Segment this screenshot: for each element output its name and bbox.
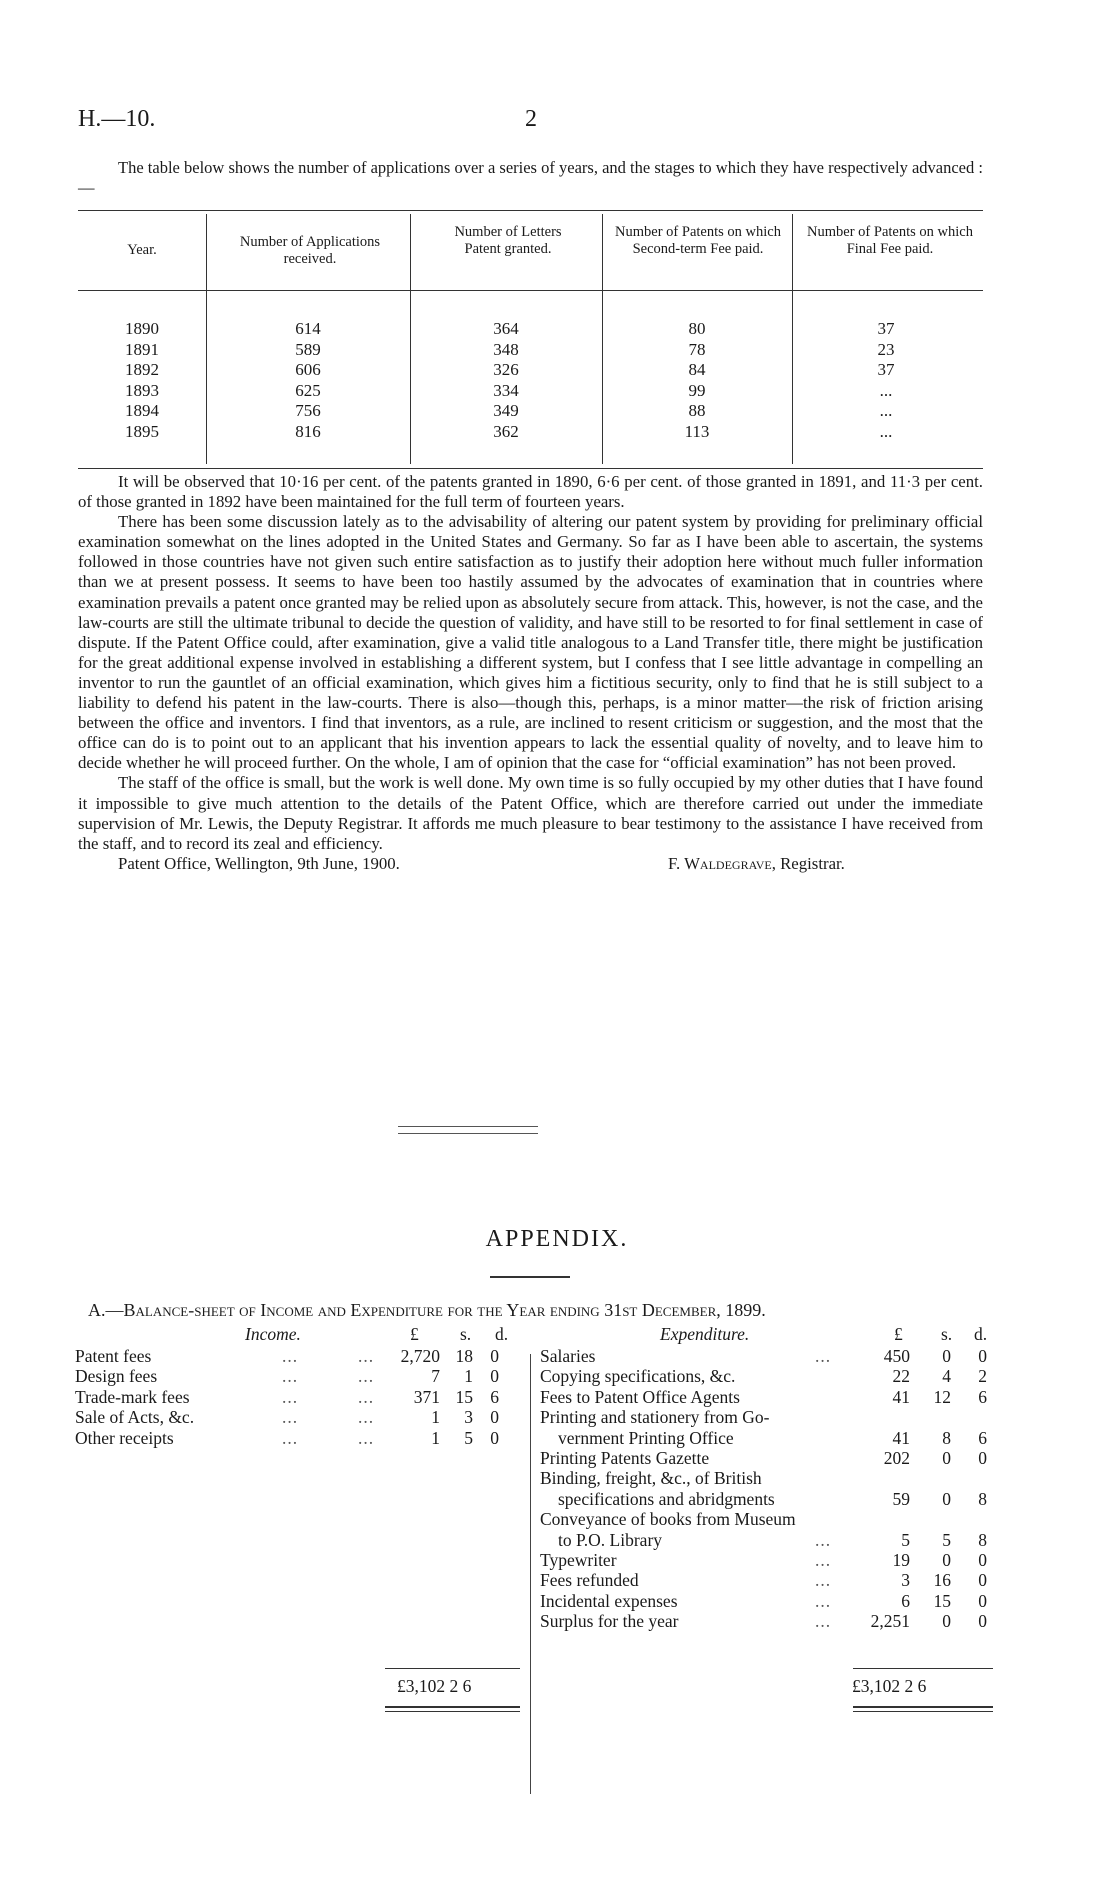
expenditure-item-label-continued: vernment Printing Office [558, 1427, 734, 1448]
income-item-shillings: 15 [455, 1386, 473, 1407]
column-divider [792, 214, 793, 464]
table-cell-value: 334 [493, 380, 519, 400]
table-cell-year: 1893 [125, 380, 159, 400]
table-cell-value: ... [879, 380, 893, 400]
column-header-year: Year. [127, 242, 157, 258]
expenditure-item-pence: 0 [978, 1570, 987, 1591]
table-cell-value: ... [879, 421, 893, 441]
income-shillings-head: s. [460, 1324, 472, 1344]
expenditure-item-pence: 2 [978, 1366, 987, 1387]
table-top-rule [78, 210, 983, 211]
table-cell-value: 614 [295, 319, 321, 338]
expenditure-item-pence: 8 [978, 1529, 987, 1550]
paragraph-staff: The staff of the office is small, but the work is well done. My own time is so fully occupied by my other duties that I have found it impossible to give much attention to the details of the Patent Office, which are therefore carried out under the immediate supervision of Mr. Lewis, the Deputy Registrar. It affords me much pleasure to bear testimony to the assistance I have received from the staff, and to record its zeal and efficiency. [78, 773, 983, 853]
expenditure-item-shillings: 8 [942, 1427, 951, 1448]
page-number: 2 [525, 106, 537, 132]
income-item-pounds: 7 [431, 1366, 440, 1387]
income-item-label: Design fees [75, 1366, 158, 1387]
income-item-shillings: 5 [464, 1427, 473, 1448]
expenditure-shillings-head: s. [941, 1324, 953, 1344]
income-item-label: Patent fees [75, 1346, 152, 1366]
leader-dots: ... [358, 1407, 375, 1428]
intro-paragraph: The table below shows the number of applications over a series of years, and the stages to which they have respectively advanced :— [78, 158, 983, 197]
expenditure-item-shillings: 0 [942, 1611, 951, 1632]
income-item-pence: 0 [490, 1407, 499, 1428]
income-item-shillings: 18 [455, 1346, 473, 1366]
income-item-shillings: 3 [464, 1407, 473, 1428]
table-cell-year: 1890 [125, 319, 159, 338]
expenditure-item-label: Conveyance of books from Museum [540, 1509, 796, 1530]
expenditure-item-label: Copying specifications, &c. [540, 1366, 736, 1387]
expenditure-item-pounds: 5 [901, 1529, 910, 1550]
leader-dots: ... [815, 1550, 832, 1570]
table-cell-value: 88 [688, 401, 706, 420]
expenditure-item-pounds: 59 [892, 1488, 910, 1509]
paragraph-percentages: It will be observed that 10·16 per cent. of the patents granted in 1890, 6·6 per cent. of those granted in 1891, and 11·3 per cent. of those granted in 1892 have been maintained for the full term of fourteen years. [78, 472, 983, 512]
table-cell-value: 348 [493, 339, 519, 359]
table-cell-value: 23 [877, 339, 895, 359]
table-cell-value: 349 [493, 401, 519, 420]
signature-line [78, 854, 983, 874]
leader-dots: ... [815, 1590, 832, 1611]
expenditure-item-pounds: 22 [892, 1366, 910, 1387]
table-cell-value: 37 [877, 360, 895, 379]
column-header-letters-patent: Number of Letters Patent granted. [454, 224, 562, 257]
expenditure-item-pounds: 2,251 [870, 1611, 910, 1632]
income-total-rule [385, 1711, 520, 1712]
expenditure-item-pence: 0 [978, 1590, 987, 1611]
table-cell-value: 589 [295, 339, 321, 359]
expenditure-item-pence: 0 [978, 1611, 987, 1632]
column-divider [410, 214, 411, 464]
balance-sheet-prefix: A.— [88, 1300, 124, 1320]
leader-dots: ... [358, 1427, 375, 1448]
leader-dots: ... [282, 1427, 299, 1448]
leader-dots: ... [358, 1386, 375, 1407]
leader-dots: ... [815, 1611, 832, 1632]
expenditure-item-shillings: 12 [933, 1386, 951, 1407]
registrar-title: , Registrar. [771, 853, 845, 873]
expenditure-item-shillings: 16 [933, 1570, 951, 1591]
expenditure-item-label: Fees refunded [540, 1570, 639, 1591]
column-divider [530, 1354, 531, 1794]
paragraph-examination: There has been some discussion lately as to the advisability of altering our patent system by providing for preliminary official examination somewhat on the lines adopted in the United States and Germany. So far as I have been able to ascertain, the systems followed in those countries have not given such entire satisfaction as to justify their adoption here without much fuller information than we at present possess. It seems to have been too hastily assumed by the advocates of examination that in countries where examination prevails a patent once granted may be relied upon as absolutely secure from attack. This, however, is not the case, and the law-courts are still the ultimate tribunal to decide the question of validity, and have still to be resorted to for final settlement in case of dispute. If the Patent Office could, after examination, give a valid title analogous to a Land Transfer title, there might be justification for the great additional expense involved in establishing a different system, but I confess that I see little advantage in compelling an inventor to run the gauntlet of an official examination, which gives him a fictitious security, only to find that he is still subject to a liability to defend his patent in the law-courts. There is also—though this, perhaps, is a minor matter—the risk of friction arising between the office and inventors. I find that inventors, as a rule, are inclined to resent criticism or suggestion, and the most that the office can do is to point out to an applicant that his invention appears to lack the essential quality of novelty, and to leave him to decide whether he will proceed further. On the whole, I am of opinion that the case for “official examination” has not been proved. [78, 512, 983, 773]
table-cell-value: 78 [688, 339, 706, 359]
column-header-applications: Number of Applications received. [239, 234, 381, 267]
section-divider [398, 1126, 538, 1127]
expenditure-item-shillings: 0 [942, 1550, 951, 1570]
leader-dots: ... [815, 1570, 832, 1591]
income-subtotal-rule [385, 1668, 520, 1669]
expenditure-item-shillings: 4 [942, 1366, 951, 1387]
expenditure-total-rule [853, 1711, 993, 1712]
income-item-pence: 6 [490, 1386, 499, 1407]
income-pounds-head: £ [410, 1324, 419, 1344]
expenditure-item-label: Binding, freight, &c., of British [540, 1468, 762, 1489]
column-header-second-term: Number of Patents on which Second-term Fee paid. [615, 224, 781, 257]
table-cell-value: 80 [688, 319, 706, 338]
registrar-name: F. Waldegrave [668, 853, 772, 873]
table-header-rule [78, 290, 983, 291]
income-item-pounds: 2,720 [400, 1346, 440, 1366]
expenditure-item-label: Printing and stationery from Go- [540, 1407, 770, 1428]
expenditure-item-label-continued: specifications and abridgments [558, 1488, 775, 1509]
income-item-pounds: 1 [431, 1407, 440, 1428]
expenditure-item-pence: 0 [978, 1346, 987, 1366]
leader-dots: ... [358, 1346, 375, 1366]
table-cell-value: 113 [684, 421, 710, 441]
expenditure-item-shillings: 0 [942, 1488, 951, 1509]
table-cell-value: 756 [295, 401, 321, 420]
appendix-title: APPENDIX. [485, 1226, 629, 1252]
appendix-rule [490, 1276, 570, 1278]
expenditure-item-shillings: 0 [942, 1346, 951, 1366]
income-total: £3,102 2 6 [397, 1676, 472, 1696]
column-header-final-fee: Number of Patents on which Final Fee paid. [807, 224, 973, 257]
expenditure-item-pounds: 41 [892, 1386, 910, 1407]
table-cell-value: ... [879, 401, 893, 420]
signature [668, 854, 845, 874]
expenditure-total-rule [853, 1706, 993, 1708]
section-divider [398, 1133, 538, 1134]
expenditure-item-pounds: 202 [883, 1448, 910, 1468]
balance-sheet-heading: Balance-sheet of Income and Expenditure for the Year ending 31st December, 1899. [123, 1300, 766, 1320]
income-item-shillings: 1 [464, 1366, 473, 1387]
expenditure-item-shillings: 5 [942, 1529, 951, 1550]
table-cell-year: 1894 [125, 401, 159, 420]
expenditure-item-pence: 6 [978, 1427, 987, 1448]
income-item-pence: 0 [490, 1427, 499, 1448]
table-cell-year: 1892 [125, 360, 159, 379]
column-divider [602, 214, 603, 464]
table-cell-value: 606 [295, 360, 321, 379]
place-date: Patent Office, Wellington, 9th June, 1900. [118, 853, 400, 873]
income-item-pounds: 371 [413, 1386, 440, 1407]
table-cell-year: 1895 [125, 421, 159, 441]
expenditure-pounds-head: £ [894, 1324, 903, 1344]
expenditure-pence-head: d. [974, 1324, 988, 1344]
table-bottom-rule [78, 468, 983, 469]
expenditure-subtotal-rule [853, 1668, 993, 1669]
expenditure-item-pounds: 3 [901, 1570, 910, 1591]
expenditure-item-label: Printing Patents Gazette [540, 1448, 710, 1468]
expenditure-item-pence: 0 [978, 1550, 987, 1570]
balance-sheet-title [88, 1300, 988, 1321]
table-cell-year: 1891 [125, 339, 159, 359]
table-cell-value: 364 [493, 319, 519, 338]
expenditure-total: £3,102 2 6 [852, 1676, 927, 1696]
table-cell-value: 816 [295, 421, 321, 441]
expenditure-item-shillings: 15 [933, 1590, 951, 1611]
income-item-label: Other receipts [75, 1427, 174, 1448]
income-pence-head: d. [495, 1324, 509, 1344]
expenditure-heading: Expenditure. [660, 1324, 750, 1344]
table-cell-value: 37 [877, 319, 895, 338]
table-cell-value: 326 [493, 360, 519, 379]
income-total-rule [385, 1706, 520, 1708]
table-cell-value: 362 [493, 421, 519, 441]
expenditure-item-pounds: 450 [883, 1346, 910, 1366]
income-item-label: Sale of Acts, &c. [75, 1407, 195, 1428]
expenditure-item-label: Surplus for the year [540, 1611, 679, 1632]
expenditure-item-label: Salaries [540, 1346, 596, 1366]
leader-dots: ... [282, 1366, 299, 1387]
expenditure-item-pounds: 19 [892, 1550, 910, 1570]
expenditure-item-label: Typewriter [540, 1550, 617, 1570]
report-body [78, 472, 983, 874]
table-cell-value: 84 [688, 360, 706, 379]
document-reference: H.—10. [78, 106, 156, 132]
column-divider [206, 214, 207, 464]
expenditure-item-label-continued: to P.O. Library [558, 1529, 663, 1550]
leader-dots: ... [815, 1346, 832, 1366]
expenditure-item-pence: 6 [978, 1386, 987, 1407]
expenditure-item-shillings: 0 [942, 1448, 951, 1468]
income-item-pence: 0 [490, 1366, 499, 1387]
leader-dots: ... [282, 1346, 299, 1366]
leader-dots: ... [815, 1529, 832, 1550]
expenditure-item-pounds: 6 [901, 1590, 910, 1611]
table-cell-value: 625 [295, 380, 321, 400]
income-heading: Income. [245, 1324, 301, 1344]
leader-dots: ... [358, 1366, 375, 1387]
expenditure-item-pence: 8 [978, 1488, 987, 1509]
table-cell-value: 99 [688, 380, 706, 400]
income-item-pence: 0 [490, 1346, 499, 1366]
leader-dots: ... [282, 1386, 299, 1407]
expenditure-item-label: Incidental expenses [540, 1590, 678, 1611]
expenditure-item-pounds: 41 [892, 1427, 910, 1448]
income-item-label: Trade-mark fees [75, 1386, 190, 1407]
expenditure-item-label: Fees to Patent Office Agents [540, 1386, 740, 1407]
leader-dots: ... [282, 1407, 299, 1428]
expenditure-item-pence: 0 [978, 1448, 987, 1468]
income-item-pounds: 1 [431, 1427, 440, 1448]
